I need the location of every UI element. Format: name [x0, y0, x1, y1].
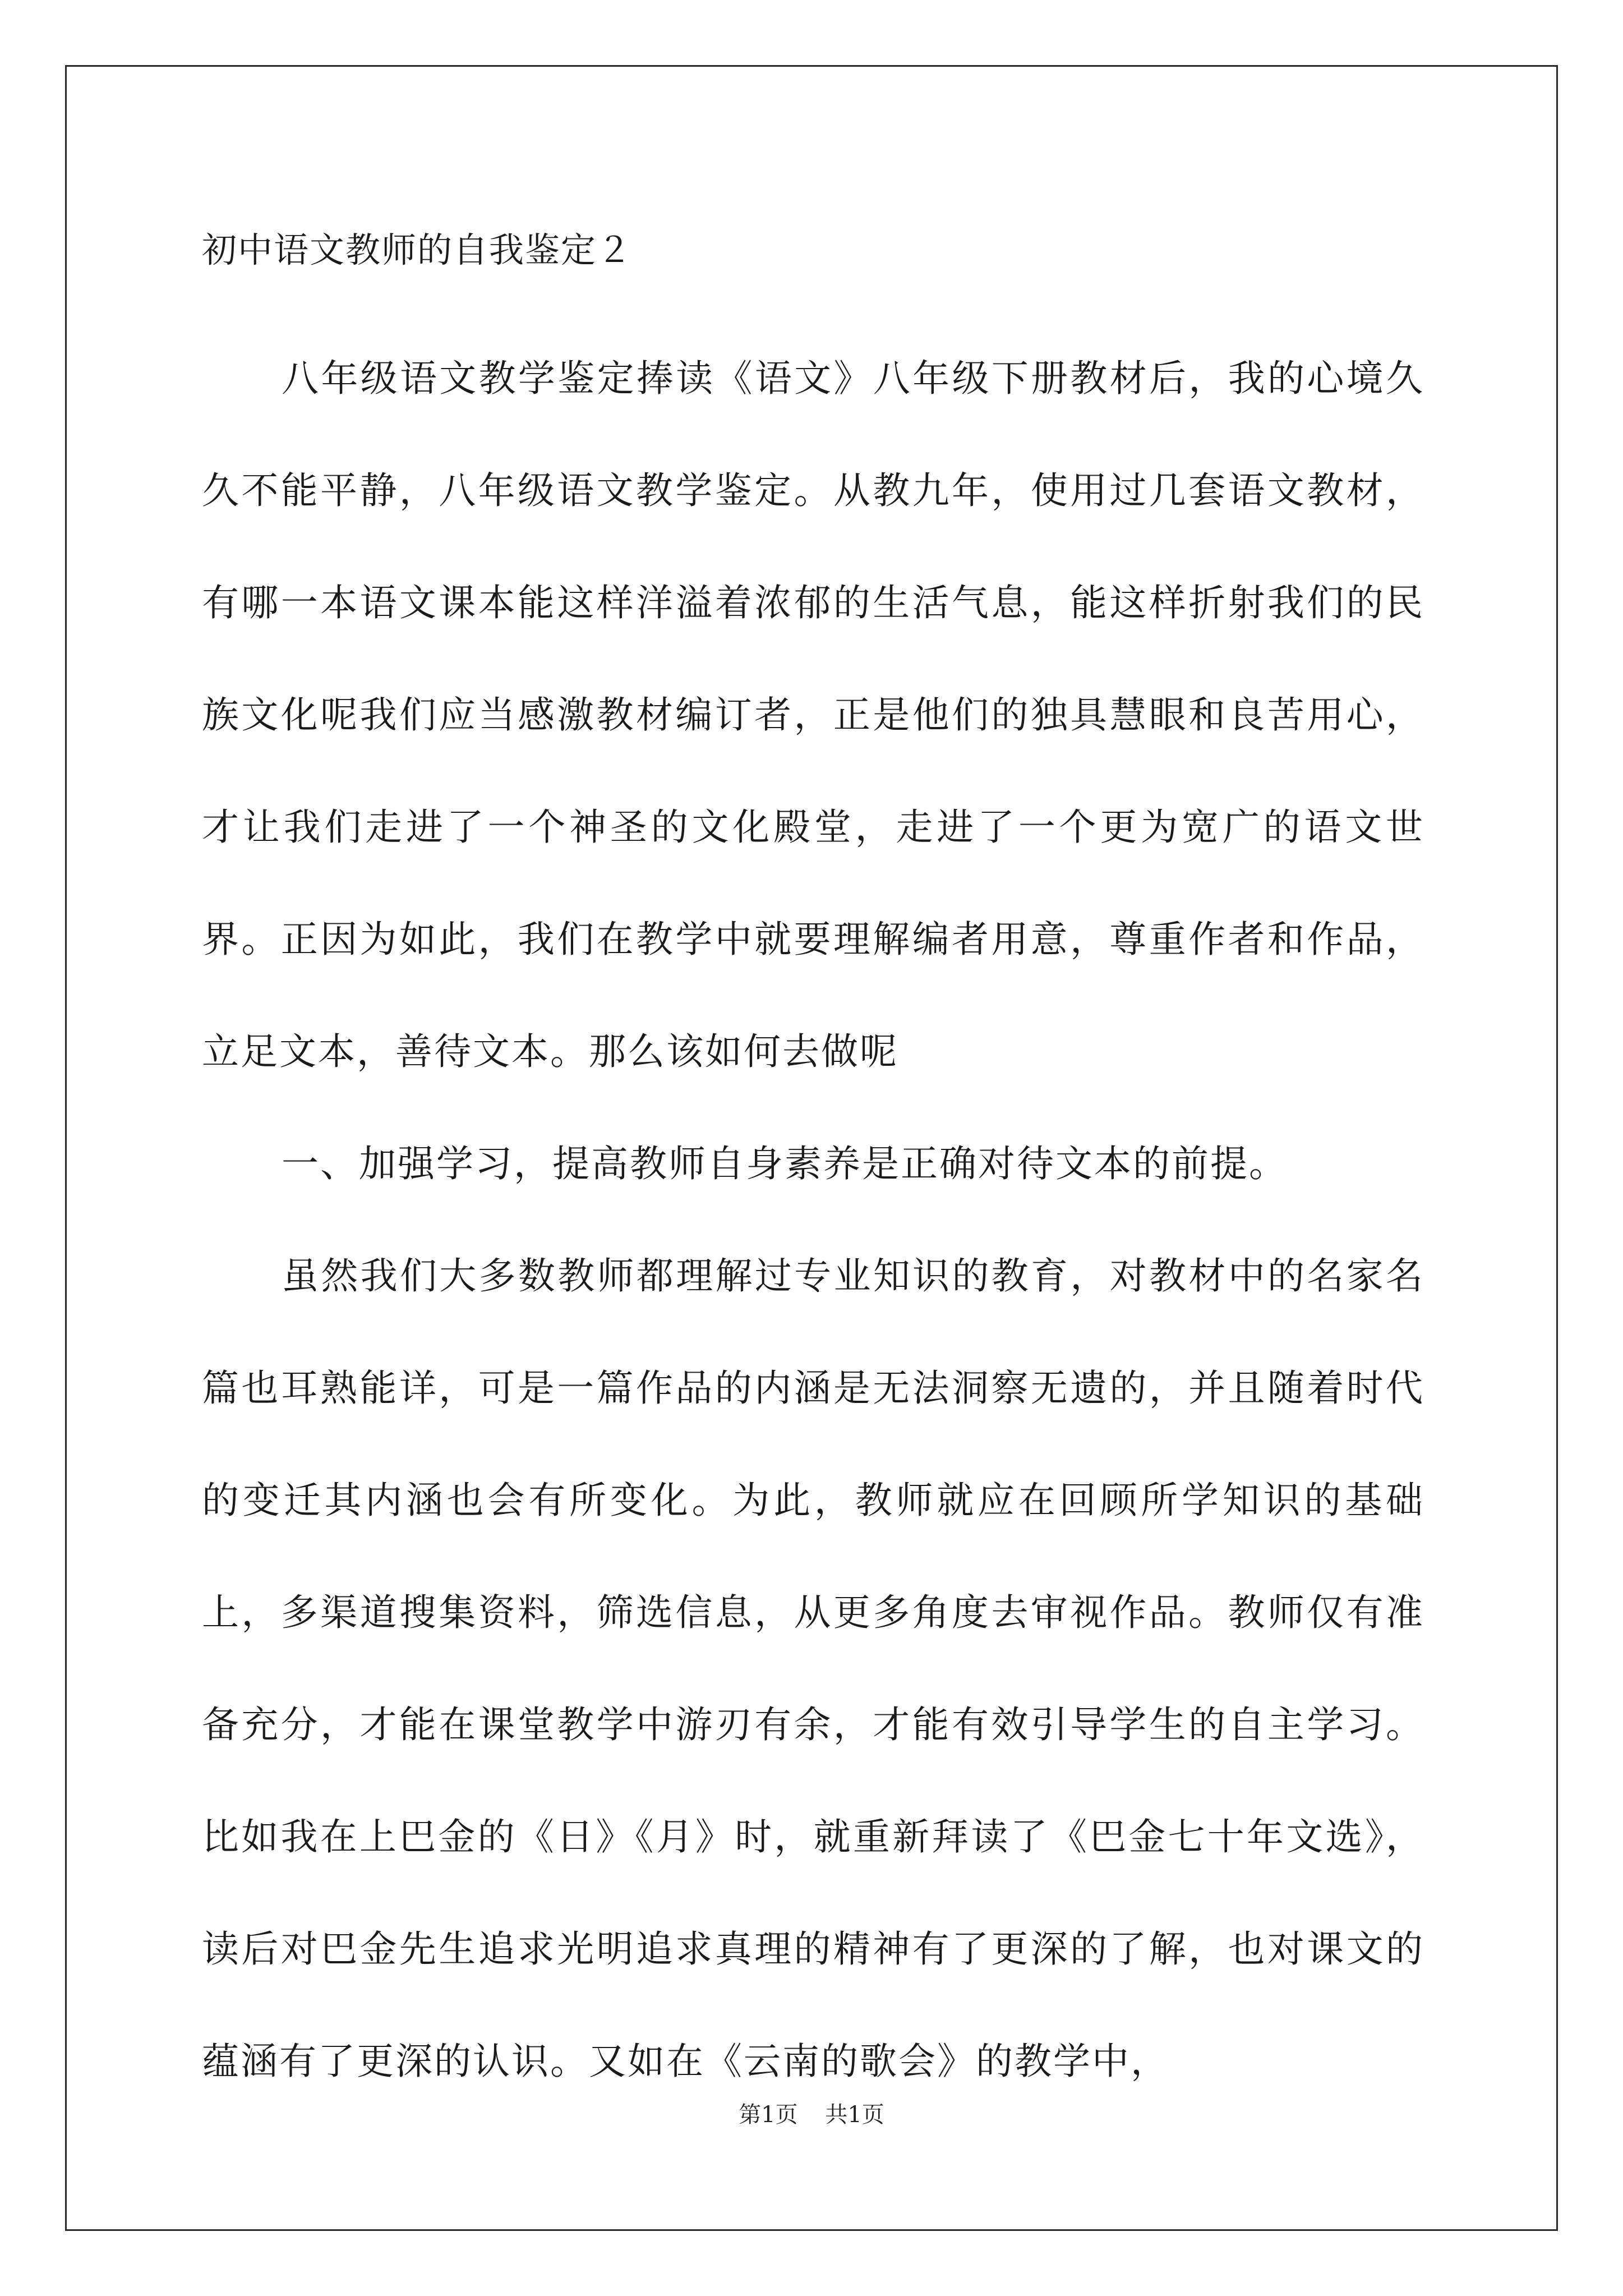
paragraph-2: 一、加强学习，提高教师自身素养是正确对待文本的前提。	[282, 1142, 1288, 1185]
page-total: 共1页	[825, 2102, 884, 2128]
document-title: 初中语文教师的自我鉴定２	[202, 229, 633, 270]
page-number: 第1页	[739, 2102, 798, 2128]
paragraph-3: 虽然我们大多数教师都理解过专业知识的教育，对教材中的名家名篇也耳熟能详，可是一篇作品的内涵是无法洞察无遗的，并且随着时代的变迁其内涵也会有所变化。为此，教师就应在回顾所学知识的基础上，多渠道搜集资料，筛选信息，从更多角度去审视作品。教师仅有准备充分，才能在课堂教学中游刃有余，才能有效引导学生的自主学习。比如我在上巴金的《日》《月》时，就重新拜读了《巴金七十年文选》，读后对巴金先生追求光明追求真理的精神有了更深的了解，也对课文的蕴涵有了更深的认识。又如在《云南的歌会》的教学中，	[202, 1254, 1424, 2083]
paragraph-1: 八年级语文教学鉴定捧读《语文》八年级下册教材后，我的心境久久不能平静，八年级语文教学鉴定。从教九年，使用过几套语文教材，有哪一本语文课本能这样洋溢着浓郁的生活气息，能这样折射我们的民族文化呢我们应当感激教材编订者，正是他们的独具慧眼和良苦用心，才让我们走进了一个神圣的文化殿堂，走进了一个更为宽广的语文世界。正因为如此，我们在教学中就要理解编者用意，尊重作者和作品，立足文本，善待文本。那么该如何去做呢	[202, 357, 1424, 1073]
page-footer	[0, 2098, 1623, 2132]
